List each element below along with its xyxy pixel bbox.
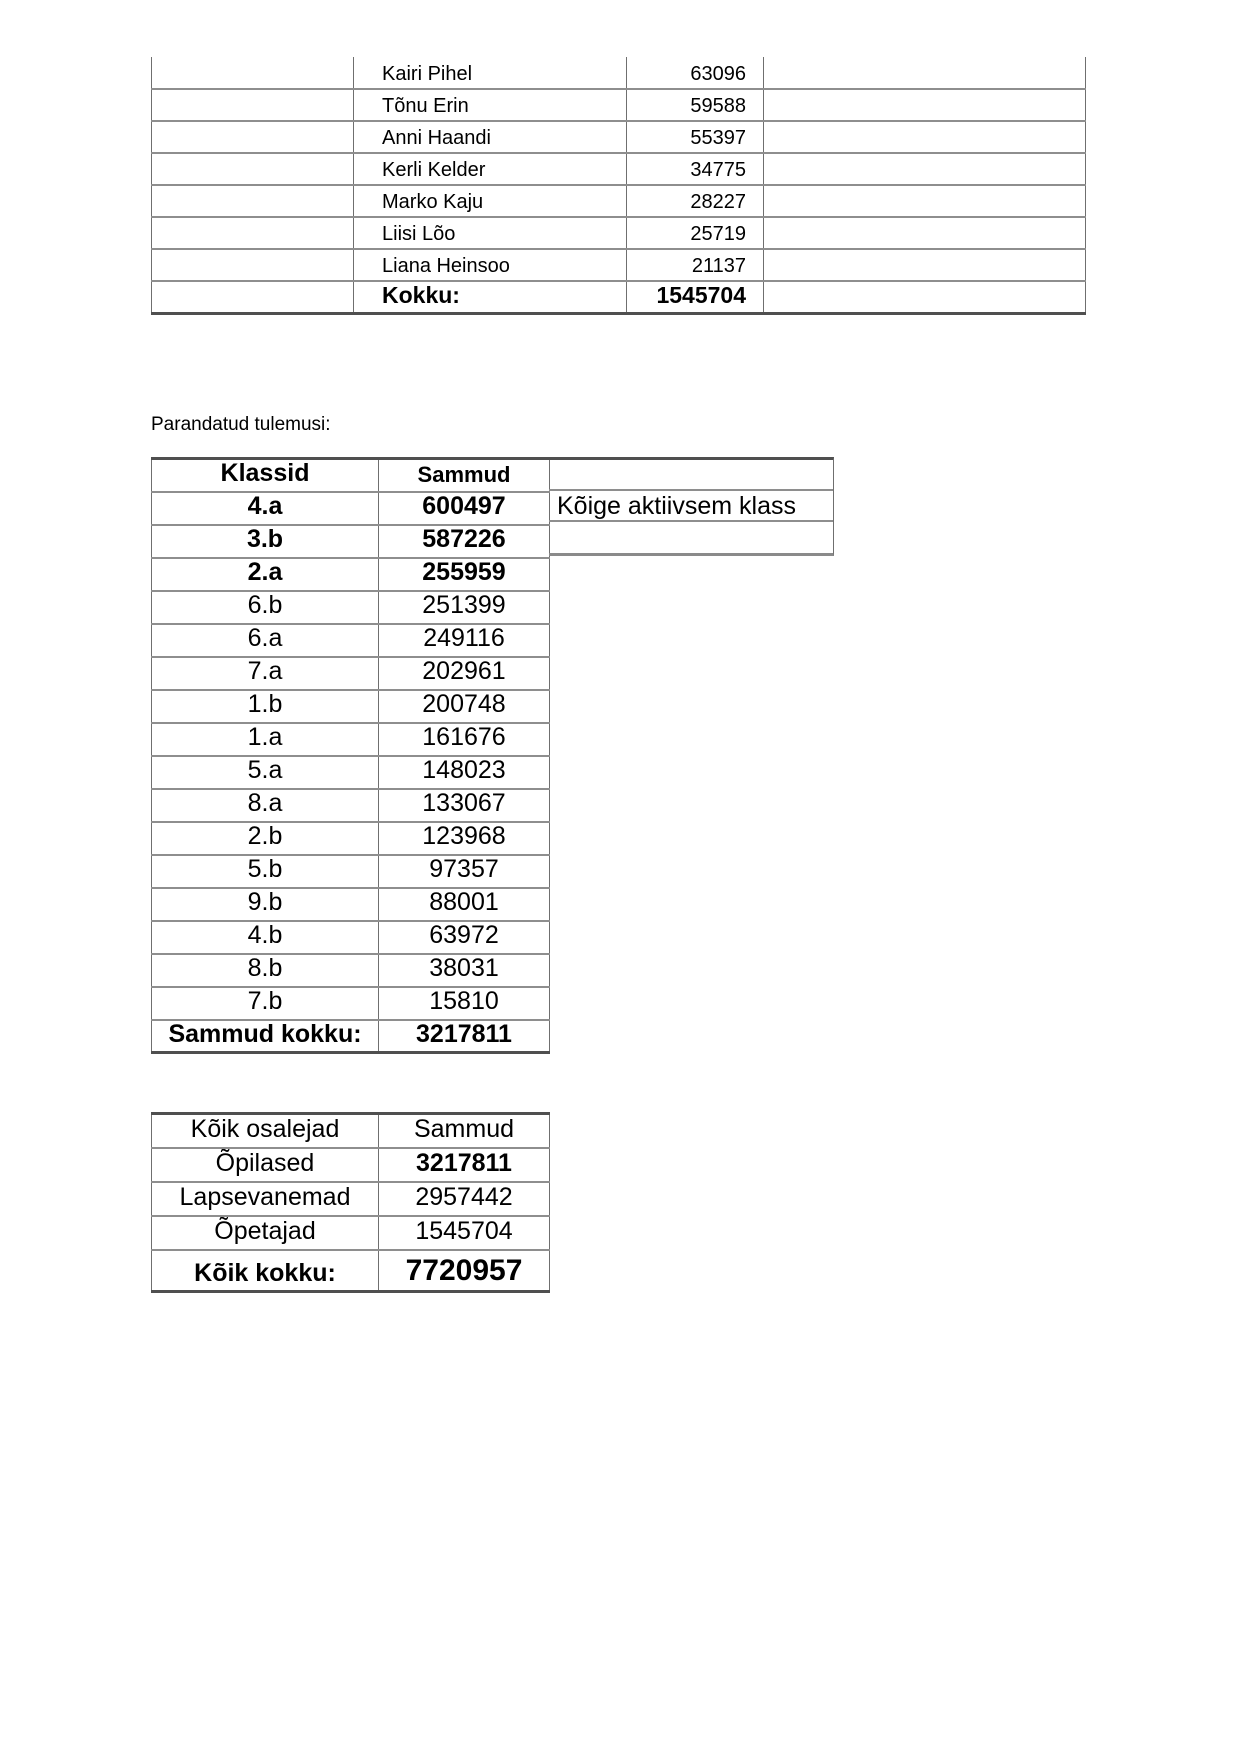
empty-cell — [152, 121, 354, 153]
sammud-header-cell: Sammud — [379, 459, 550, 492]
table-row — [152, 657, 550, 690]
class-steps-cell: 38031 — [379, 954, 550, 987]
empty-cell — [764, 249, 1086, 281]
teacher-name-cell: Anni Haandi — [354, 121, 627, 153]
teacher-name-cell: Kairi Pihel — [354, 57, 627, 89]
corrected-results-label: Parandatud tulemusi: — [151, 414, 331, 435]
class-steps-cell: 63972 — [379, 921, 550, 954]
table-row — [152, 723, 550, 756]
class-steps-cell: 97357 — [379, 855, 550, 888]
empty-cell — [152, 153, 354, 185]
class-steps-cell: 15810 — [379, 987, 550, 1020]
teacher-name-cell: Kerli Kelder — [354, 153, 627, 185]
table-row — [152, 822, 550, 855]
teacher-steps-cell: 28227 — [627, 185, 764, 217]
table-row — [152, 57, 1086, 89]
class-name-cell: 5.a — [152, 756, 379, 789]
teachers-total-row — [152, 281, 1086, 313]
table-row — [152, 624, 550, 657]
class-steps-cell: 161676 — [379, 723, 550, 756]
class-name-cell: 4.a — [152, 492, 379, 525]
table-row — [152, 756, 550, 789]
participants-total-value-cell: 7720957 — [379, 1250, 550, 1292]
participant-group-cell: Lapsevanemad — [152, 1182, 379, 1216]
note-empty-row — [549, 460, 833, 491]
teachers-total-label-cell: Kokku: — [354, 281, 627, 313]
classes-steps-table — [151, 457, 550, 1054]
class-steps-cell: 587226 — [379, 525, 550, 558]
table-row — [152, 558, 550, 591]
empty-cell — [764, 121, 1086, 153]
table-row — [152, 855, 550, 888]
class-name-cell: 6.b — [152, 591, 379, 624]
class-name-cell: 4.b — [152, 921, 379, 954]
empty-cell — [764, 89, 1086, 121]
classes-header-row — [152, 459, 550, 492]
class-steps-cell: 148023 — [379, 756, 550, 789]
teacher-steps-cell: 21137 — [627, 249, 764, 281]
empty-cell — [764, 185, 1086, 217]
class-steps-cell: 88001 — [379, 888, 550, 921]
participants-steps-table — [151, 1112, 550, 1293]
class-name-cell: 5.b — [152, 855, 379, 888]
table-row — [152, 1148, 550, 1182]
class-steps-cell: 249116 — [379, 624, 550, 657]
participants-header-row — [152, 1114, 550, 1148]
sammud-header-cell: Sammud — [379, 1114, 550, 1148]
class-name-cell: 8.a — [152, 789, 379, 822]
class-steps-cell: 202961 — [379, 657, 550, 690]
class-name-cell: 7.b — [152, 987, 379, 1020]
table-row — [152, 690, 550, 723]
most-active-class-label: Kõige aktiivsem klass — [549, 491, 833, 522]
class-name-cell: 2.b — [152, 822, 379, 855]
note-empty-row — [549, 522, 833, 553]
most-active-class-note — [549, 457, 834, 556]
class-name-cell: 2.a — [152, 558, 379, 591]
class-name-cell: 6.a — [152, 624, 379, 657]
teachers-steps-table — [151, 57, 1086, 315]
participants-total-label-cell: Kõik kokku: — [152, 1250, 379, 1292]
table-row — [152, 153, 1086, 185]
participant-steps-cell: 2957442 — [379, 1182, 550, 1216]
empty-cell — [152, 249, 354, 281]
teacher-steps-cell: 25719 — [627, 217, 764, 249]
empty-cell — [152, 185, 354, 217]
class-steps-cell: 133067 — [379, 789, 550, 822]
table-row — [152, 1216, 550, 1250]
table-row — [152, 789, 550, 822]
table-row — [152, 525, 550, 558]
table-row — [152, 185, 1086, 217]
class-steps-cell: 251399 — [379, 591, 550, 624]
participant-group-cell: Õpilased — [152, 1148, 379, 1182]
empty-cell — [152, 217, 354, 249]
table-row — [152, 954, 550, 987]
empty-cell — [764, 57, 1086, 89]
class-steps-cell: 600497 — [379, 492, 550, 525]
class-steps-cell: 123968 — [379, 822, 550, 855]
table-row — [152, 89, 1086, 121]
class-name-cell: 8.b — [152, 954, 379, 987]
empty-cell — [764, 281, 1086, 313]
class-steps-cell: 200748 — [379, 690, 550, 723]
table-row — [152, 492, 550, 525]
teacher-steps-cell: 59588 — [627, 89, 764, 121]
participants-header-cell: Kõik osalejad — [152, 1114, 379, 1148]
classes-total-label-cell: Sammud kokku: — [152, 1020, 379, 1053]
table-row — [152, 987, 550, 1020]
teacher-name-cell: Liana Heinsoo — [354, 249, 627, 281]
class-name-cell: 7.a — [152, 657, 379, 690]
table-row — [152, 888, 550, 921]
table-row — [152, 921, 550, 954]
empty-cell — [152, 89, 354, 121]
teachers-total-value-cell: 1545704 — [627, 281, 764, 313]
teacher-name-cell: Liisi Lõo — [354, 217, 627, 249]
class-steps-cell: 255959 — [379, 558, 550, 591]
participant-steps-cell: 3217811 — [379, 1148, 550, 1182]
class-name-cell: 1.a — [152, 723, 379, 756]
empty-cell — [152, 57, 354, 89]
table-row — [152, 217, 1086, 249]
teacher-steps-cell: 55397 — [627, 121, 764, 153]
class-name-cell: 3.b — [152, 525, 379, 558]
class-name-cell: 9.b — [152, 888, 379, 921]
table-row — [152, 591, 550, 624]
participants-total-row — [152, 1250, 550, 1292]
classes-total-value-cell: 3217811 — [379, 1020, 550, 1053]
teacher-steps-cell: 34775 — [627, 153, 764, 185]
teacher-name-cell: Tõnu Erin — [354, 89, 627, 121]
table-row — [152, 249, 1086, 281]
empty-cell — [764, 153, 1086, 185]
participant-group-cell: Õpetajad — [152, 1216, 379, 1250]
table-row — [152, 1182, 550, 1216]
empty-cell — [764, 217, 1086, 249]
classes-total-row — [152, 1020, 550, 1053]
class-name-cell: 1.b — [152, 690, 379, 723]
table-row — [152, 121, 1086, 153]
teacher-steps-cell: 63096 — [627, 57, 764, 89]
participant-steps-cell: 1545704 — [379, 1216, 550, 1250]
klassid-header-cell: Klassid — [152, 459, 379, 492]
teacher-name-cell: Marko Kaju — [354, 185, 627, 217]
empty-cell — [152, 281, 354, 313]
